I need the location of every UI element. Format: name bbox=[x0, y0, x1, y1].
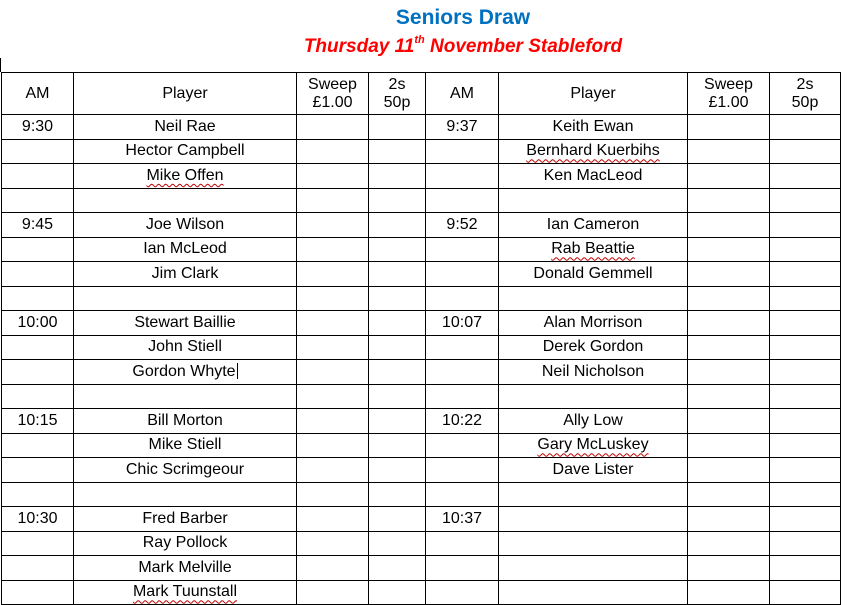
left-time-text: 10:15 bbox=[17, 411, 58, 429]
table-row bbox=[2, 164, 841, 189]
left-sweep-cell[interactable] bbox=[297, 409, 369, 434]
left-player-text: Neil Rae bbox=[154, 117, 216, 135]
draw-table bbox=[1, 72, 841, 605]
right-sweep-cell[interactable] bbox=[688, 262, 770, 287]
subtitle-event: November Stableford bbox=[424, 36, 623, 57]
table-row bbox=[2, 262, 841, 287]
header-sweep-label: Sweep bbox=[308, 75, 357, 93]
left-player-cell[interactable] bbox=[74, 164, 297, 189]
right-player-cell[interactable] bbox=[499, 164, 688, 189]
right-time-text: 9:37 bbox=[446, 117, 478, 135]
right-sweep-cell[interactable] bbox=[688, 433, 770, 458]
left-player-cell[interactable] bbox=[74, 311, 297, 336]
left-player-text: Ian McLeod bbox=[143, 240, 227, 258]
right-player-text: Derek Gordon bbox=[542, 338, 644, 356]
right-player-text: Ken MacLeod bbox=[543, 166, 643, 184]
right-twos-cell[interactable] bbox=[770, 409, 841, 434]
subtitle-ordinal: th bbox=[414, 34, 425, 46]
left-player-cell[interactable] bbox=[74, 580, 297, 605]
right-sweep-cell[interactable] bbox=[688, 531, 770, 556]
left-sweep-cell[interactable] bbox=[297, 531, 369, 556]
left-player-cell[interactable] bbox=[74, 286, 297, 311]
left-sweep-cell[interactable] bbox=[297, 115, 369, 140]
left-sweep-cell[interactable] bbox=[297, 556, 369, 581]
right-player-cell[interactable] bbox=[499, 335, 688, 360]
left-time-cell[interactable] bbox=[2, 286, 74, 311]
left-time-cell[interactable] bbox=[2, 409, 74, 434]
left-time-cell[interactable] bbox=[2, 360, 74, 385]
right-sweep-cell[interactable] bbox=[688, 164, 770, 189]
left-player-cell[interactable] bbox=[74, 556, 297, 581]
right-twos-cell[interactable] bbox=[770, 360, 841, 385]
left-sweep-cell[interactable] bbox=[297, 139, 369, 164]
header-twos-label: 2s bbox=[796, 75, 814, 93]
right-time-cell[interactable] bbox=[426, 164, 499, 189]
left-twos-cell[interactable] bbox=[369, 580, 426, 605]
left-player-cell[interactable] bbox=[74, 213, 297, 238]
right-player-cell[interactable] bbox=[499, 482, 688, 507]
right-twos-cell[interactable] bbox=[770, 335, 841, 360]
left-time-cell[interactable] bbox=[2, 139, 74, 164]
right-twos-cell[interactable] bbox=[770, 384, 841, 409]
right-player-text: Donald Gemmell bbox=[533, 264, 653, 282]
left-twos-cell[interactable] bbox=[369, 164, 426, 189]
right-player-cell[interactable] bbox=[499, 409, 688, 434]
right-player-text: Ally Low bbox=[563, 411, 623, 429]
left-time-cell[interactable] bbox=[2, 580, 74, 605]
left-player-text: Mark Melville bbox=[138, 558, 232, 576]
right-player-cell[interactable] bbox=[499, 556, 688, 581]
right-player-text: Ian Cameron bbox=[546, 215, 640, 233]
right-player-cell[interactable] bbox=[499, 433, 688, 458]
right-player-text: Gary McLuskey bbox=[537, 436, 649, 454]
header-sweep-fee: £1.00 bbox=[708, 93, 749, 111]
left-time-cell[interactable] bbox=[2, 556, 74, 581]
left-player-cell[interactable] bbox=[74, 531, 297, 556]
right-player-text: Dave Lister bbox=[552, 460, 634, 478]
right-player-cell[interactable] bbox=[499, 458, 688, 483]
left-twos-cell[interactable] bbox=[369, 531, 426, 556]
header-twos-label: 2s bbox=[388, 75, 406, 93]
right-sweep-cell[interactable] bbox=[688, 384, 770, 409]
table-row bbox=[2, 335, 841, 360]
left-time-cell[interactable] bbox=[2, 164, 74, 189]
table-row bbox=[2, 531, 841, 556]
header-right-time: AM bbox=[426, 73, 499, 115]
left-twos-cell[interactable] bbox=[369, 360, 426, 385]
header-twos-fee: 50p bbox=[791, 93, 819, 111]
left-twos-cell[interactable] bbox=[369, 262, 426, 287]
left-player-text: Chic Scrimgeour bbox=[125, 460, 245, 478]
right-twos-cell[interactable] bbox=[770, 433, 841, 458]
table-row bbox=[2, 360, 841, 385]
right-time-cell[interactable] bbox=[426, 531, 499, 556]
right-twos-cell[interactable] bbox=[770, 556, 841, 581]
right-time-cell[interactable] bbox=[426, 360, 499, 385]
left-player-cell[interactable] bbox=[74, 139, 297, 164]
right-time-cell[interactable] bbox=[426, 188, 499, 213]
right-twos-cell[interactable] bbox=[770, 237, 841, 262]
left-sweep-cell[interactable] bbox=[297, 213, 369, 238]
left-player-cell[interactable] bbox=[74, 360, 297, 385]
right-player-cell[interactable] bbox=[499, 580, 688, 605]
right-sweep-cell[interactable] bbox=[688, 458, 770, 483]
left-sweep-cell[interactable] bbox=[297, 458, 369, 483]
left-twos-cell[interactable] bbox=[369, 237, 426, 262]
right-twos-cell[interactable] bbox=[770, 262, 841, 287]
right-sweep-cell[interactable] bbox=[688, 139, 770, 164]
right-time-cell[interactable] bbox=[426, 482, 499, 507]
left-time-text: 9:45 bbox=[21, 215, 54, 233]
left-time-cell[interactable] bbox=[2, 237, 74, 262]
left-sweep-cell[interactable] bbox=[297, 164, 369, 189]
right-sweep-cell[interactable] bbox=[688, 237, 770, 262]
header-left-time: AM bbox=[2, 73, 74, 115]
table-row bbox=[2, 311, 841, 336]
right-player-text: Alan Morrison bbox=[543, 313, 643, 331]
right-twos-cell[interactable] bbox=[770, 286, 841, 311]
right-player-cell[interactable] bbox=[499, 531, 688, 556]
header-left-sweep bbox=[297, 73, 369, 115]
right-sweep-cell[interactable] bbox=[688, 286, 770, 311]
left-player-cell[interactable] bbox=[74, 335, 297, 360]
left-player-text: Mike Stiell bbox=[148, 436, 222, 454]
left-sweep-cell[interactable] bbox=[297, 188, 369, 213]
left-time-text: 10:30 bbox=[17, 509, 58, 527]
right-player-text: Neil Nicholson bbox=[541, 362, 645, 380]
header-right-twos bbox=[770, 73, 841, 115]
left-player-text: Ray Pollock bbox=[142, 534, 228, 552]
right-player-cell[interactable] bbox=[499, 115, 688, 140]
left-twos-cell[interactable] bbox=[369, 188, 426, 213]
left-twos-cell[interactable] bbox=[369, 384, 426, 409]
right-sweep-cell[interactable] bbox=[688, 311, 770, 336]
left-time-cell[interactable] bbox=[2, 433, 74, 458]
header-right-sweep bbox=[688, 73, 770, 115]
table-row bbox=[2, 556, 841, 581]
left-twos-cell[interactable] bbox=[369, 213, 426, 238]
left-time-cell[interactable] bbox=[2, 262, 74, 287]
left-player-cell[interactable] bbox=[74, 262, 297, 287]
right-player-cell[interactable] bbox=[499, 139, 688, 164]
left-sweep-cell[interactable] bbox=[297, 335, 369, 360]
left-twos-cell[interactable] bbox=[369, 115, 426, 140]
right-sweep-cell[interactable] bbox=[688, 115, 770, 140]
table-row bbox=[2, 507, 841, 532]
left-time-cell[interactable] bbox=[2, 311, 74, 336]
right-twos-cell[interactable] bbox=[770, 482, 841, 507]
table-row bbox=[2, 237, 841, 262]
left-time-cell[interactable] bbox=[2, 458, 74, 483]
left-twos-cell[interactable] bbox=[369, 409, 426, 434]
left-sweep-cell[interactable] bbox=[297, 507, 369, 532]
right-time-cell[interactable] bbox=[426, 409, 499, 434]
right-sweep-cell[interactable] bbox=[688, 360, 770, 385]
right-time-cell[interactable] bbox=[426, 433, 499, 458]
left-player-cell[interactable] bbox=[74, 188, 297, 213]
left-sweep-cell[interactable] bbox=[297, 384, 369, 409]
table-row bbox=[2, 433, 841, 458]
right-time-cell[interactable] bbox=[426, 139, 499, 164]
right-twos-cell[interactable] bbox=[770, 531, 841, 556]
header-sweep-label: Sweep bbox=[704, 75, 753, 93]
left-player-cell[interactable] bbox=[74, 482, 297, 507]
left-twos-cell[interactable] bbox=[369, 458, 426, 483]
right-player-cell[interactable] bbox=[499, 188, 688, 213]
table-row bbox=[2, 213, 841, 238]
table-row bbox=[2, 139, 841, 164]
right-time-text: 10:07 bbox=[441, 313, 483, 331]
left-player-text: Hector Campbell bbox=[125, 142, 245, 160]
left-player-text: Joe Wilson bbox=[145, 215, 225, 233]
table-row bbox=[2, 115, 841, 140]
right-player-cell[interactable] bbox=[499, 360, 688, 385]
table-row bbox=[2, 286, 841, 311]
table-row bbox=[2, 580, 841, 605]
right-sweep-cell[interactable] bbox=[688, 213, 770, 238]
table-row bbox=[2, 409, 841, 434]
right-time-text: 10:37 bbox=[441, 509, 483, 527]
right-time-cell[interactable] bbox=[426, 262, 499, 287]
header-left-twos bbox=[369, 73, 426, 115]
left-time-cell[interactable] bbox=[2, 531, 74, 556]
left-player-cell[interactable] bbox=[74, 384, 297, 409]
left-player-cell[interactable] bbox=[74, 458, 297, 483]
left-time-cell[interactable] bbox=[2, 507, 74, 532]
left-player-text: Mark Tuunstall bbox=[132, 583, 238, 601]
left-sweep-cell[interactable] bbox=[297, 286, 369, 311]
left-twos-cell[interactable] bbox=[369, 433, 426, 458]
header-twos-fee: 50p bbox=[383, 93, 411, 111]
draw-table-body bbox=[2, 73, 841, 605]
right-sweep-cell[interactable] bbox=[688, 580, 770, 605]
right-time-cell[interactable] bbox=[426, 237, 499, 262]
text-cursor bbox=[237, 363, 238, 379]
left-sweep-cell[interactable] bbox=[297, 237, 369, 262]
right-player-cell[interactable] bbox=[499, 262, 688, 287]
left-player-text: Mike Offen bbox=[146, 166, 224, 184]
right-time-cell[interactable] bbox=[426, 580, 499, 605]
left-time-cell[interactable] bbox=[2, 115, 74, 140]
left-player-cell[interactable] bbox=[74, 115, 297, 140]
right-time-cell[interactable] bbox=[426, 384, 499, 409]
left-twos-cell[interactable] bbox=[369, 482, 426, 507]
right-sweep-cell[interactable] bbox=[688, 335, 770, 360]
left-twos-cell[interactable] bbox=[369, 311, 426, 336]
right-time-cell[interactable] bbox=[426, 213, 499, 238]
left-player-cell[interactable] bbox=[74, 507, 297, 532]
left-sweep-cell[interactable] bbox=[297, 482, 369, 507]
left-time-cell[interactable] bbox=[2, 384, 74, 409]
page-title: Seniors Draw bbox=[395, 6, 531, 29]
left-player-cell[interactable] bbox=[74, 237, 297, 262]
right-player-cell[interactable] bbox=[499, 311, 688, 336]
right-player-cell[interactable] bbox=[499, 237, 688, 262]
right-player-text: Keith Ewan bbox=[552, 117, 634, 135]
left-player-cell[interactable] bbox=[74, 409, 297, 434]
right-player-cell[interactable] bbox=[499, 286, 688, 311]
left-player-cell[interactable] bbox=[74, 433, 297, 458]
left-player-text: Stewart Baillie bbox=[134, 313, 236, 331]
table-row bbox=[2, 458, 841, 483]
left-twos-cell[interactable] bbox=[369, 139, 426, 164]
right-sweep-cell[interactable] bbox=[688, 188, 770, 213]
header-row bbox=[2, 73, 841, 115]
table-row bbox=[2, 482, 841, 507]
left-sweep-cell[interactable] bbox=[297, 433, 369, 458]
left-time-text: 9:30 bbox=[21, 117, 54, 135]
table-row bbox=[2, 188, 841, 213]
left-time-cell[interactable] bbox=[2, 482, 74, 507]
right-twos-cell[interactable] bbox=[770, 311, 841, 336]
left-time-text: 10:00 bbox=[17, 313, 58, 331]
right-player-cell[interactable] bbox=[499, 384, 688, 409]
right-player-cell[interactable] bbox=[499, 507, 688, 532]
left-sweep-cell[interactable] bbox=[297, 311, 369, 336]
right-twos-cell[interactable] bbox=[770, 213, 841, 238]
left-twos-cell[interactable] bbox=[369, 507, 426, 532]
right-time-cell[interactable] bbox=[426, 458, 499, 483]
right-time-cell[interactable] bbox=[426, 507, 499, 532]
right-player-cell[interactable] bbox=[499, 213, 688, 238]
right-sweep-cell[interactable] bbox=[688, 409, 770, 434]
right-sweep-cell[interactable] bbox=[688, 507, 770, 532]
page-subtitle bbox=[0, 36, 858, 58]
left-sweep-cell[interactable] bbox=[297, 580, 369, 605]
right-time-cell[interactable] bbox=[426, 556, 499, 581]
right-twos-cell[interactable] bbox=[770, 164, 841, 189]
header-sweep-fee: £1.00 bbox=[312, 93, 353, 111]
left-twos-cell[interactable] bbox=[369, 556, 426, 581]
left-sweep-cell[interactable] bbox=[297, 262, 369, 287]
left-player-text: Fred Barber bbox=[142, 509, 228, 527]
left-twos-cell[interactable] bbox=[369, 286, 426, 311]
right-twos-cell[interactable] bbox=[770, 139, 841, 164]
left-player-text: Bill Morton bbox=[147, 411, 223, 429]
right-time-text: 9:52 bbox=[446, 215, 478, 233]
page-margin-mark bbox=[0, 58, 1, 72]
table-row bbox=[2, 384, 841, 409]
subtitle-day: Thursday 11 bbox=[303, 36, 415, 57]
right-time-cell[interactable] bbox=[426, 311, 499, 336]
right-twos-cell[interactable] bbox=[770, 188, 841, 213]
right-sweep-cell[interactable] bbox=[688, 556, 770, 581]
left-player-text: Jim Clark bbox=[151, 264, 219, 282]
right-player-text: Bernhard Kuerbihs bbox=[526, 142, 660, 160]
left-twos-cell[interactable] bbox=[369, 335, 426, 360]
header-left-player: Player bbox=[74, 73, 297, 115]
right-twos-cell[interactable] bbox=[770, 458, 841, 483]
left-time-cell[interactable] bbox=[2, 335, 74, 360]
left-time-cell[interactable] bbox=[2, 188, 74, 213]
left-player-text: John Stiell bbox=[148, 338, 222, 356]
right-sweep-cell[interactable] bbox=[688, 482, 770, 507]
right-twos-cell[interactable] bbox=[770, 115, 841, 140]
left-time-cell[interactable] bbox=[2, 213, 74, 238]
header-right-player: Player bbox=[499, 73, 688, 115]
right-time-cell[interactable] bbox=[426, 115, 499, 140]
right-twos-cell[interactable] bbox=[770, 580, 841, 605]
right-time-cell[interactable] bbox=[426, 286, 499, 311]
left-player-text: Gordon Whyte bbox=[132, 362, 236, 380]
right-time-text: 10:22 bbox=[441, 411, 483, 429]
right-twos-cell[interactable] bbox=[770, 507, 841, 532]
left-sweep-cell[interactable] bbox=[297, 360, 369, 385]
right-time-cell[interactable] bbox=[426, 335, 499, 360]
right-player-text: Rab Beattie bbox=[551, 240, 635, 258]
